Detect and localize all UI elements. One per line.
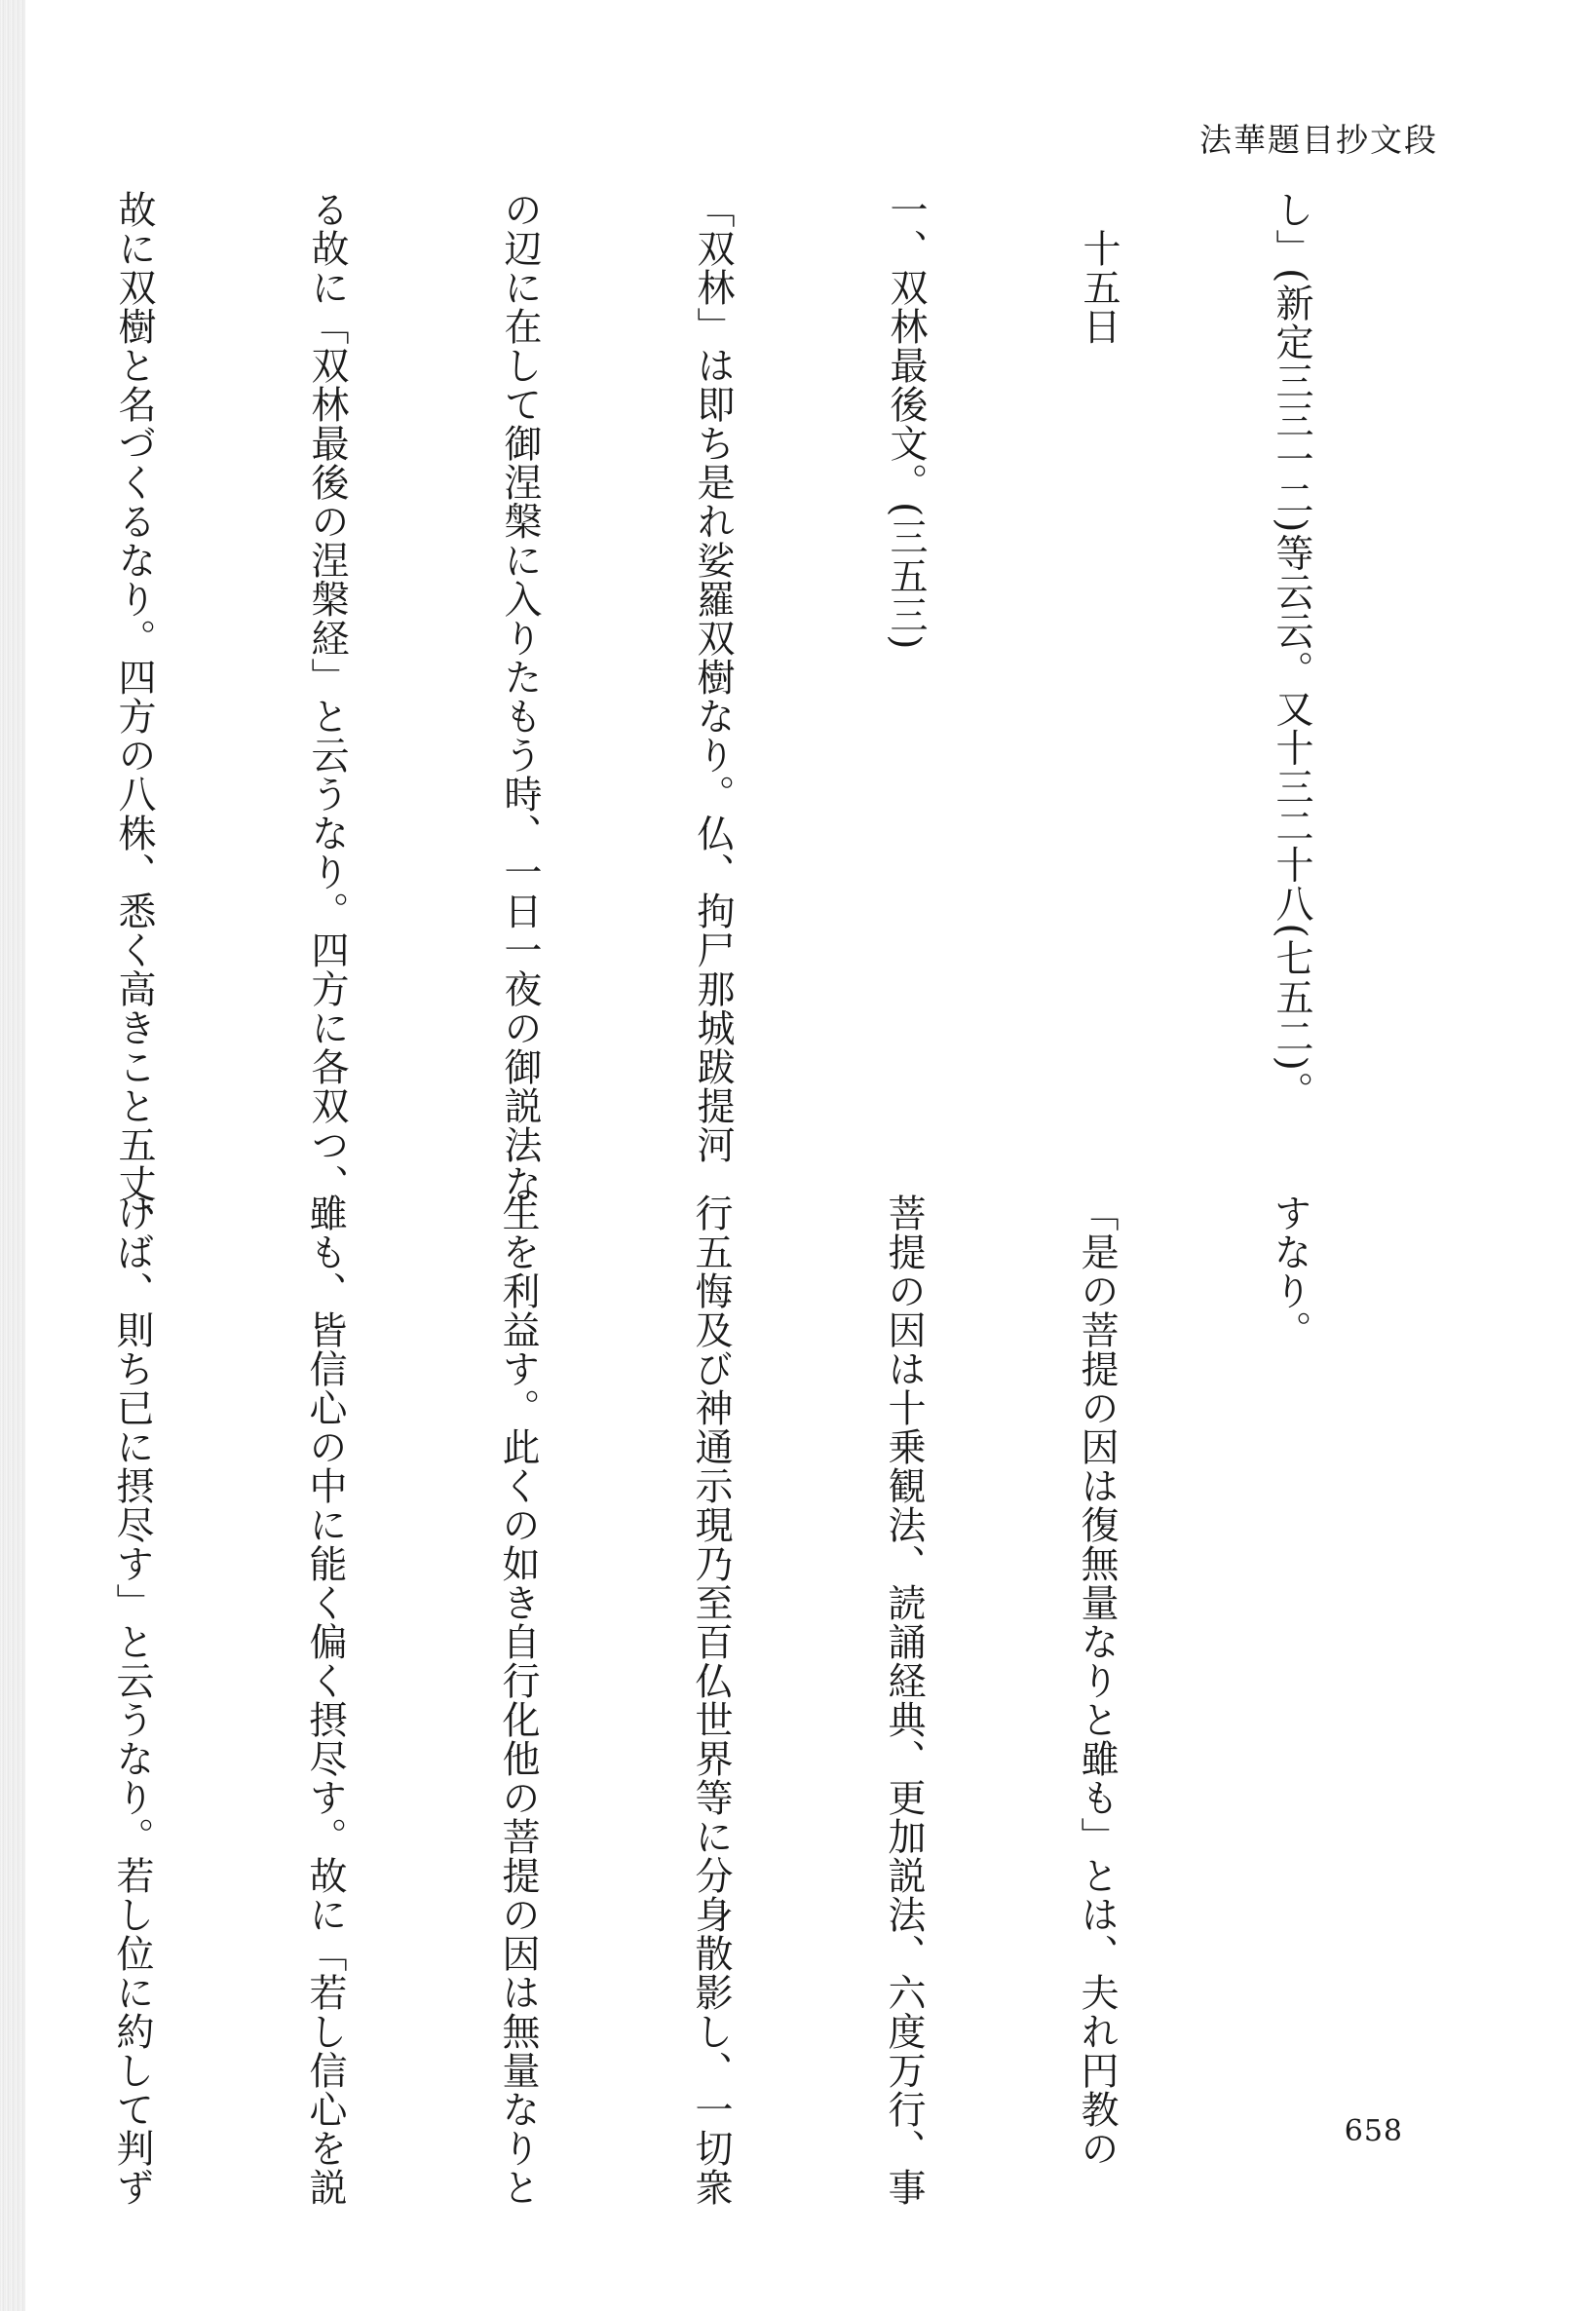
running-header-title: 法華題目抄文段 (1199, 121, 1438, 159)
text-column: し」(新定三三一二)等云云。又十三二十八(七五二)。 (1270, 190, 1313, 1111)
text-column: 一、双林最後文。(三五三) (884, 190, 928, 651)
lower-text-block (110, 1193, 1450, 2207)
text-column: 雖も、皆信心の中に能く偏く摂尽す。故に「若し信心を説 (303, 1193, 347, 2207)
text-column: 十五日 (1077, 190, 1121, 346)
text-column: る故に「双林最後の涅槃経」と云うなり。四方に各双つ、 (305, 190, 349, 1203)
text-column: 行五悔及び神通示現乃至百仏世界等に分身散影し、一切衆 (689, 1193, 733, 2207)
text-column: 「双林」は即ち是れ娑羅双樹なり。仏、拘尸那城跋提河 (691, 190, 735, 1164)
page-number: 658 (1344, 2114, 1403, 2148)
upper-text-block (112, 190, 1452, 1242)
text-column: 菩提の因は十乗観法、読誦経典、更加説法、六度万行、事 (882, 1193, 926, 2207)
text-column: すなり。 (1268, 1193, 1311, 1349)
text-column: 故に双樹と名づくるなり。四方の八株、悉く高きこと五丈、 (112, 190, 156, 1242)
text-column: 「是の菩提の因は復無量なりと雖も」とは、夫れ円教の (1075, 1193, 1119, 2168)
text-column: の辺に在して御涅槃に入りたもう時、一日一夜の御説法な (498, 190, 542, 1203)
text-column: 生を利益す。此くの如き自行化他の菩提の因は無量なりと (496, 1193, 540, 2207)
text-column: けば、則ち已に摂尽す」と云うなり。若し位に約して判ず (110, 1193, 154, 2207)
